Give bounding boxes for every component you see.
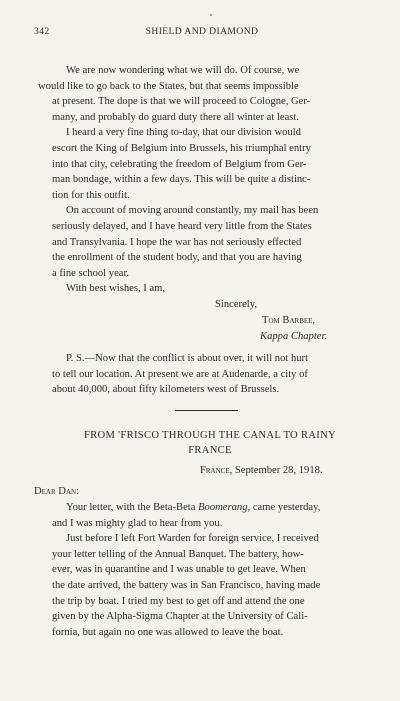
section-divider	[175, 410, 238, 411]
title-line: FRANCE	[188, 445, 232, 456]
text-line: man bondage, within a few days. This will be quite a distinc-	[52, 174, 311, 186]
text-line: given by the Alpha-Sigma Chapter at the University of Cali-	[52, 611, 308, 623]
text-line: about 40,000, about fifty kilometers west of Brussels.	[52, 384, 280, 396]
paragraph	[52, 281, 364, 297]
letter1-body	[38, 63, 364, 297]
text-line: many, and probably do guard duty there all winter at least.	[52, 111, 300, 123]
text-line: P. S.—Now that the conflict is about over, it will not hurt	[66, 353, 309, 364]
text-line: to tell our location. At present we are at Audenarde, a city of	[52, 368, 308, 380]
paragraph	[52, 203, 364, 281]
signer-name: Tom Barbee,	[262, 315, 316, 326]
closing: Sincerely,	[215, 299, 257, 310]
text-line: and Transylvania. I hope the war has not seriously effected	[52, 236, 302, 248]
publication-title: Boomerang,	[198, 502, 251, 513]
text-line: the trip by boat. I tried my best to get off and attend the one	[52, 595, 305, 607]
title-line: FROM 'FRISCO THROUGH THE CANAL TO RAINY	[84, 430, 336, 441]
text-line: would like to go back to the States, but that seems impossible	[38, 80, 299, 92]
page-number: 342	[34, 26, 50, 37]
dateline-date: September 28, 1918.	[232, 465, 323, 476]
text-line: With best wishes, I am,	[66, 283, 166, 295]
text-fragment: Your letter, with the Beta-Beta	[66, 502, 199, 513]
text-line: We are now wondering what we will do. Of course, we	[66, 65, 300, 76]
text-line: into that city, celebrating the freedom of Belgium from Ger-	[52, 158, 307, 170]
text-line	[52, 500, 364, 516]
text-line: Just before I left Fort Warden for foreign service, I received	[66, 533, 319, 545]
text-line: a fine school year.	[52, 267, 130, 279]
text-line: the date arrived, the battery was in San Francisco, having made	[52, 579, 321, 591]
print-speck	[210, 14, 212, 16]
text-line: at present. The dope is that we will proceed to Cologne, Ger-	[52, 96, 311, 108]
paragraph	[38, 63, 364, 125]
postscript	[52, 351, 364, 398]
article-title	[40, 428, 380, 458]
letter2-body	[52, 500, 364, 640]
page-header	[34, 26, 360, 40]
paragraph	[52, 531, 364, 640]
text-line: tion for this outfit.	[52, 189, 130, 201]
text-line: fornia, but again no one was allowed to leave the boat.	[52, 626, 284, 638]
paragraph	[52, 500, 364, 531]
text-line: the enrollment of the student body, and that you are having	[52, 252, 302, 264]
paragraph	[52, 125, 364, 203]
signer-chapter: Kappa Chapter.	[260, 331, 328, 342]
text-line: ever, was in quarantine and I was unable to get leave. When	[52, 564, 306, 576]
salutation: Dear Dan:	[34, 486, 80, 497]
text-line: I heard a very fine thing to-day, that our division would	[66, 127, 301, 139]
paragraph	[52, 351, 364, 398]
text-line: your letter telling of the Annual Banquet. The battery, how-	[52, 548, 304, 560]
dateline-place: France,	[200, 465, 233, 476]
text-fragment: came yesterday,	[250, 502, 321, 513]
running-title: SHIELD AND DIAMOND	[145, 26, 259, 37]
text-line: On account of moving around constantly, my mail has been	[66, 205, 319, 217]
dateline	[200, 463, 323, 479]
text-line: and I was mighty glad to hear from you.	[52, 517, 223, 529]
text-line: escort the King of Belgium into Brussels, his triumphal entry	[52, 142, 311, 154]
text-line: seriously delayed, and I have heard very little from the States	[52, 220, 312, 232]
